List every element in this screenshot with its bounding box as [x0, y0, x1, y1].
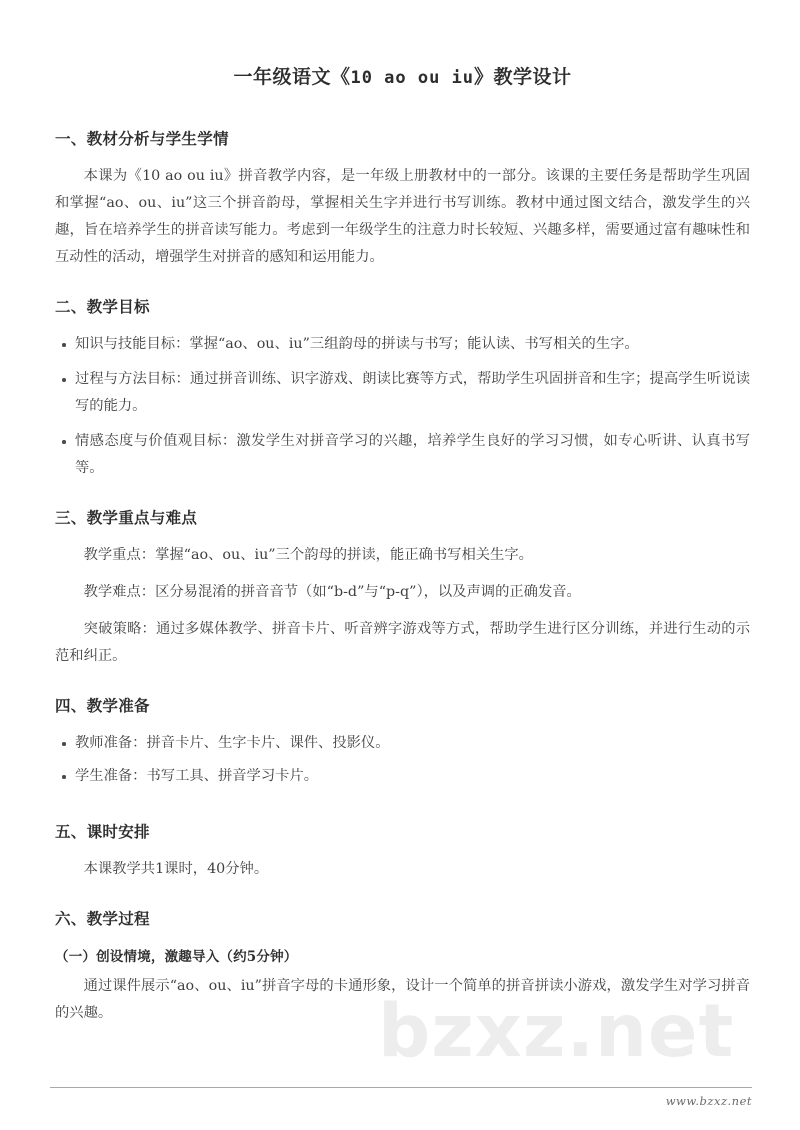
page-footer	[50, 1087, 752, 1108]
list-item: 过程与方法目标：通过拼音训练、识字游戏、朗读比赛等方式，帮助学生巩固拼音和生字；提高学生听说读写的能力。	[55, 366, 750, 420]
list-item: 学生准备：书写工具、拼音学习卡片。	[55, 763, 750, 790]
section-5-paragraph: 本课教学共1课时，40分钟。	[83, 861, 269, 877]
document-title-suffix: 》教学设计	[474, 66, 572, 88]
document-title-latin: 10 ao ou iu	[350, 68, 475, 88]
section-3-paragraph-strategies: 突破策略：通过多媒体教学、拼音卡片、听音辨字游戏等方式，帮助学生进行区分训练，并进行生动的示范和纠正。	[55, 621, 750, 664]
footer-url: www.bzxz.net	[665, 1094, 752, 1108]
section-heading-2: 二、教学目标	[55, 297, 150, 316]
section-heading-4: 四、教学准备	[55, 696, 150, 715]
document-title-prefix: 一年级语文《	[233, 66, 351, 88]
list-item: 教师准备：拼音卡片、生字卡片、课件、投影仪。	[55, 730, 750, 757]
section-heading-5: 五、课时安排	[55, 822, 150, 841]
section-heading-3: 三、教学重点与难点	[55, 508, 198, 527]
section-3-paragraph-difficulties: 教学难点：区分易混淆的拼音音节（如“b-d”与“p-q”），以及声调的正确发音。	[83, 584, 581, 600]
list-item: 知识与技能目标：掌握“ao、ou、iu”三组韵母的拼读与书写；能认读、书写相关的生字。	[55, 331, 750, 358]
section-4-bullet-list	[55, 730, 750, 790]
document-title	[55, 0, 750, 89]
section-heading-6: 六、教学过程	[55, 909, 150, 928]
section-2-bullet-list	[55, 331, 750, 482]
section-6-subheading-1: （一）创设情境，激趣导入（约5分钟）	[55, 949, 298, 965]
footer-divider	[50, 1087, 752, 1088]
section-heading-1: 一、教材分析与学生学情	[55, 129, 229, 148]
section-6-sub1-paragraph: 通过课件展示“ao、ou、iu”拼音字母的卡通形象，设计一个简单的拼音拼读小游戏，激发学生对学习拼音的兴趣。	[55, 978, 750, 1021]
section-3-paragraph-key-points: 教学重点：掌握“ao、ou、iu”三个韵母的拼读，能正确书写相关生字。	[83, 547, 533, 563]
list-item: 情感态度与价值观目标：激发学生对拼音学习的兴趣，培养学生良好的学习习惯，如专心听讲、认真书写等。	[55, 428, 750, 482]
watermark-bzxz: bzxz.net	[378, 989, 735, 1074]
section-1-paragraph: 本课为《10 ao ou iu》拼音教学内容，是一年级上册教材中的一部分。该课的主要任务是帮助学生巩固和掌握“ao、ou、iu”这三个拼音韵母，掌握相关生字并进行书写训练。教材中通过图文结合，激发学生的兴趣，旨在培养学生的拼音读写能力。考虑到一年级学生的注意力时长较短、兴趣多样，需要通过富有趣味性和互动性的活动，增强学生对拼音的感知和运用能力。	[55, 168, 750, 265]
